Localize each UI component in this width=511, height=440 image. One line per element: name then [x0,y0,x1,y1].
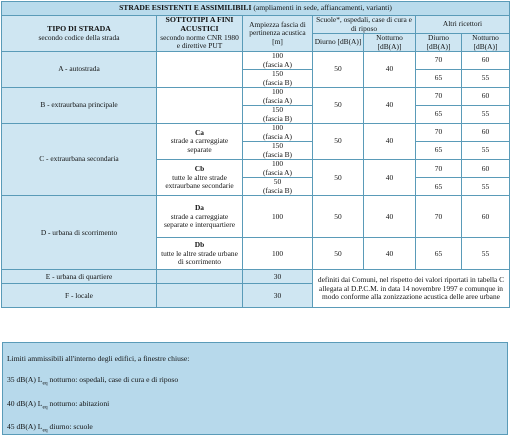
header-altri-notturno: Notturno [dB(A)] [462,34,510,52]
width-cell: 100 (fascia A) [243,52,313,70]
ef-note: definiti dai Comuni, nel rispetto dei valori riportati in tabella C allegata al D.P.C.M. in data 14 novembre 1997 e comunque in modo conforme alla zonizzazione acustica delle aree urbane [313,270,510,308]
value-cell: 70 [416,160,462,178]
table-title [2,2,510,16]
subtype-db: Db tutte le altre strade urbane di scorrimento [157,238,243,270]
subtype-cb: Cb tutte le altre strade extraurbane secondarie [157,160,243,196]
row-label-e: E - urbana di quartiere [2,270,157,284]
header-scuole-notturno: Notturno [dB(A)] [364,34,416,52]
value-cell: 50 [313,238,364,270]
value-cell: 55 [462,238,510,270]
value-cell: 65 [416,142,462,160]
value-cell: 55 [462,142,510,160]
width-cell: 150 (fascia B) [243,70,313,88]
header-sottotipi-sub: secondo norme CNR 1980 e direttive PUT [160,32,239,51]
header-ampiezza: Ampiezza fascia di pertinenza acustica [m] [243,16,313,52]
value-cell: 40 [364,88,416,124]
note-line-2: 35 dB(A) $L_{eq}$ notturno: ospedali, case di cura e di riposo [7,375,179,387]
value-cell: 70 [416,88,462,106]
subtype-a-empty [157,52,243,88]
note-line-4: 45 dB(A) $L_{eq}$ diurno: scuole [7,422,93,434]
value-cell: 55 [462,178,510,196]
width-cell: 30 [243,270,313,284]
value-cell: 40 [364,52,416,88]
width-cell: 150 (fascia B) [243,142,313,160]
row-label-b: B - extraurbana principale [2,88,157,124]
value-cell: 55 [462,106,510,124]
table-title-sub: (ampliamenti in sede, affiancamenti, varianti) [253,3,392,13]
width-cell: 100 [243,196,313,238]
table-title-bold: STRADE ESISTENTI E ASSIMILIBILI [119,3,252,13]
subtype-da: Da strade a carreggiate separate e interquartiere [157,196,243,238]
row-label-a: A - autostrada [2,52,157,88]
value-cell: 60 [462,52,510,70]
value-cell: 50 [313,124,364,160]
value-cell: 40 [364,160,416,196]
value-cell: 60 [462,124,510,142]
width-cell: 100 (fascia A) [243,88,313,106]
header-sottotipi-title: SOTTOTIPI A FINI ACUSTICI [165,15,234,34]
width-cell: 100 (fascia A) [243,124,313,142]
subtype-b-empty [157,88,243,124]
subtype-f-empty [157,284,243,308]
width-cell: 150 (fascia B) [243,106,313,124]
row-label-d: D - urbana di scorrimento [2,196,157,270]
value-cell: 60 [462,88,510,106]
value-cell: 65 [416,106,462,124]
subtype-e-empty [157,270,243,284]
width-cell: 50 (fascia B) [243,178,313,196]
value-cell: 65 [416,238,462,270]
value-cell: 50 [313,196,364,238]
value-cell: 50 [313,160,364,196]
value-cell: 40 [364,238,416,270]
row-label-c: C - extraurbana secondaria [2,124,157,196]
note-line-1: Limiti ammissibili all'interno degli edifici, a finestre chiuse: [7,354,190,363]
width-cell: 100 [243,238,313,270]
width-cell: 100 (fascia A) [243,160,313,178]
value-cell: 65 [416,70,462,88]
header-altri: Altri ricettori [416,16,510,34]
value-cell: 40 [364,196,416,238]
header-sottotipi [157,16,243,52]
value-cell: 55 [462,70,510,88]
value-cell: 50 [313,88,364,124]
row-label-f: F - locale [2,284,157,308]
value-cell: 70 [416,124,462,142]
width-cell: 30 [243,284,313,308]
noise-limits-table [1,1,510,308]
header-tipo-strada-sub: secondo codice della strada [38,32,120,42]
value-cell: 65 [416,178,462,196]
header-tipo-strada [2,16,157,52]
value-cell: 60 [462,160,510,178]
value-cell: 60 [462,196,510,238]
header-scuole: Scuole*, ospedali, case di cura e di riposo [313,16,416,34]
value-cell: 40 [364,124,416,160]
header-tipo-strada-title: TIPO DI STRADA [47,23,111,33]
header-altri-diurno: Diurno [dB(A)] [416,34,462,52]
value-cell: 70 [416,196,462,238]
value-cell: 50 [313,52,364,88]
indoor-limits-note [2,342,508,435]
subtype-ca: Ca strade a carreggiate separate [157,124,243,160]
value-cell: 70 [416,52,462,70]
header-scuole-diurno: Diurno [dB(A)] [313,34,364,52]
note-line-3: 40 dB(A) $L_{eq}$ notturno: abitazioni [7,398,110,411]
